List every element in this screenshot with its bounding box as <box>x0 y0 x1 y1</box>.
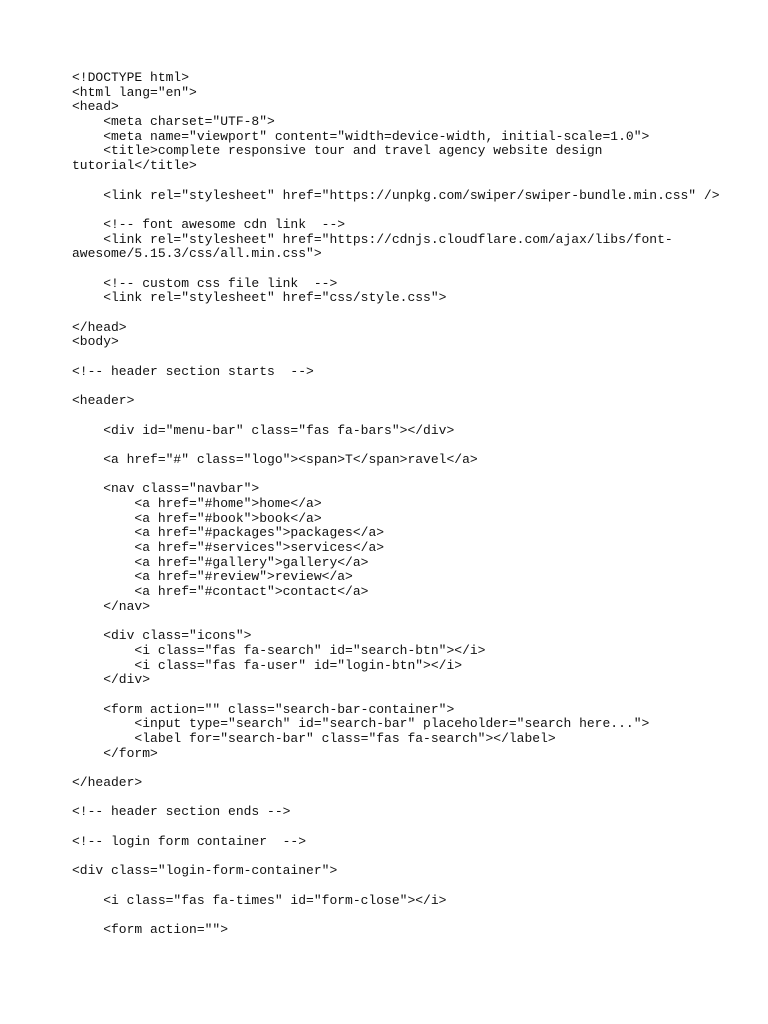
code-line: <!-- font awesome cdn link --> <box>72 216 346 232</box>
code-line: <div class="icons"> <box>72 628 252 644</box>
code-line: <input type="search" id="search-bar" placeholder="search here..."> <box>72 716 650 732</box>
code-line <box>72 468 752 483</box>
code-line: <head> <box>72 99 119 115</box>
code-line: <i class="fas fa-user" id="login-btn"></i> <box>72 657 463 673</box>
code-line: <link rel="stylesheet" href="css/style.css"> <box>72 290 447 306</box>
code-line: <!-- login form container --> <box>72 833 307 849</box>
code-line: <nav class="navbar"> <box>72 481 260 497</box>
code-line <box>72 409 752 424</box>
code-line: <link rel="stylesheet" href="https://cdnjs.cloudflare.com/ajax/libs/font- <box>72 231 673 247</box>
code-line: </header> <box>72 775 143 790</box>
code-line: <title>complete responsive tour and travel agency website design <box>72 143 603 159</box>
code-line: <a href="#gallery">gallery</a> <box>72 554 369 570</box>
code-line: <a href="#home">home</a> <box>72 495 322 511</box>
code-line: </form> <box>72 745 158 761</box>
code-line: <a href="#contact">contact</a> <box>72 584 369 600</box>
code-line: <div id="menu-bar" class="fas fa-bars"></div> <box>72 422 455 438</box>
code-line <box>72 438 752 453</box>
code-line: <!-- header section ends --> <box>72 804 291 820</box>
code-line <box>72 379 752 394</box>
code-line <box>72 306 752 321</box>
code-line: <html lang="en"> <box>72 84 197 100</box>
code-line: <link rel="stylesheet" href="https://unpkg.com/swiper/swiper-bundle.min.css" /> <box>72 187 720 203</box>
code-line <box>72 350 752 365</box>
code-line: awesome/5.15.3/css/all.min.css"> <box>72 246 322 262</box>
code-line: <i class="fas fa-times" id="form-close"></i> <box>72 892 447 908</box>
code-line: <a href="#book">book</a> <box>72 510 322 526</box>
code-line: <a href="#packages">packages</a> <box>72 525 385 541</box>
code-line: <label for="search-bar" class="fas fa-search"></label> <box>72 730 556 746</box>
code-line <box>72 614 752 629</box>
code-line <box>72 174 752 189</box>
code-line: tutorial</title> <box>72 158 197 174</box>
code-line: </head> <box>72 319 127 335</box>
code-line: <meta name="viewport" content="width=device-width, initial-scale=1.0"> <box>72 128 650 144</box>
code-line <box>72 820 752 835</box>
code-line: <div class="login-form-container"> <box>72 863 338 879</box>
code-line: <!DOCTYPE html> <box>72 70 190 85</box>
code-line: <i class="fas fa-search" id="search-btn"></i> <box>72 642 486 658</box>
code-line: <body> <box>72 334 119 350</box>
code-line: <a href="#services">services</a> <box>72 540 385 555</box>
code-line: <a href="#review">review</a> <box>72 569 353 585</box>
code-line: <form action=""> <box>72 921 229 937</box>
code-line <box>72 879 752 894</box>
code-line: </div> <box>72 672 151 688</box>
code-line <box>72 203 752 218</box>
code-line: <!-- custom css file link --> <box>72 275 338 291</box>
code-listing <box>72 71 752 938</box>
code-line: <a href="#" class="logo"><span>T</span>ravel</a> <box>72 451 478 467</box>
code-line <box>72 262 752 277</box>
code-line: <meta charset="UTF-8"> <box>72 114 275 130</box>
code-line <box>72 849 752 864</box>
code-line: <form action="" class="search-bar-container"> <box>72 701 455 717</box>
code-line: <header> <box>72 393 135 409</box>
code-line <box>72 688 752 703</box>
code-line: </nav> <box>72 598 151 614</box>
code-line <box>72 791 752 806</box>
code-line <box>72 908 752 923</box>
code-line <box>72 761 752 776</box>
code-line: <!-- header section starts --> <box>72 363 314 379</box>
